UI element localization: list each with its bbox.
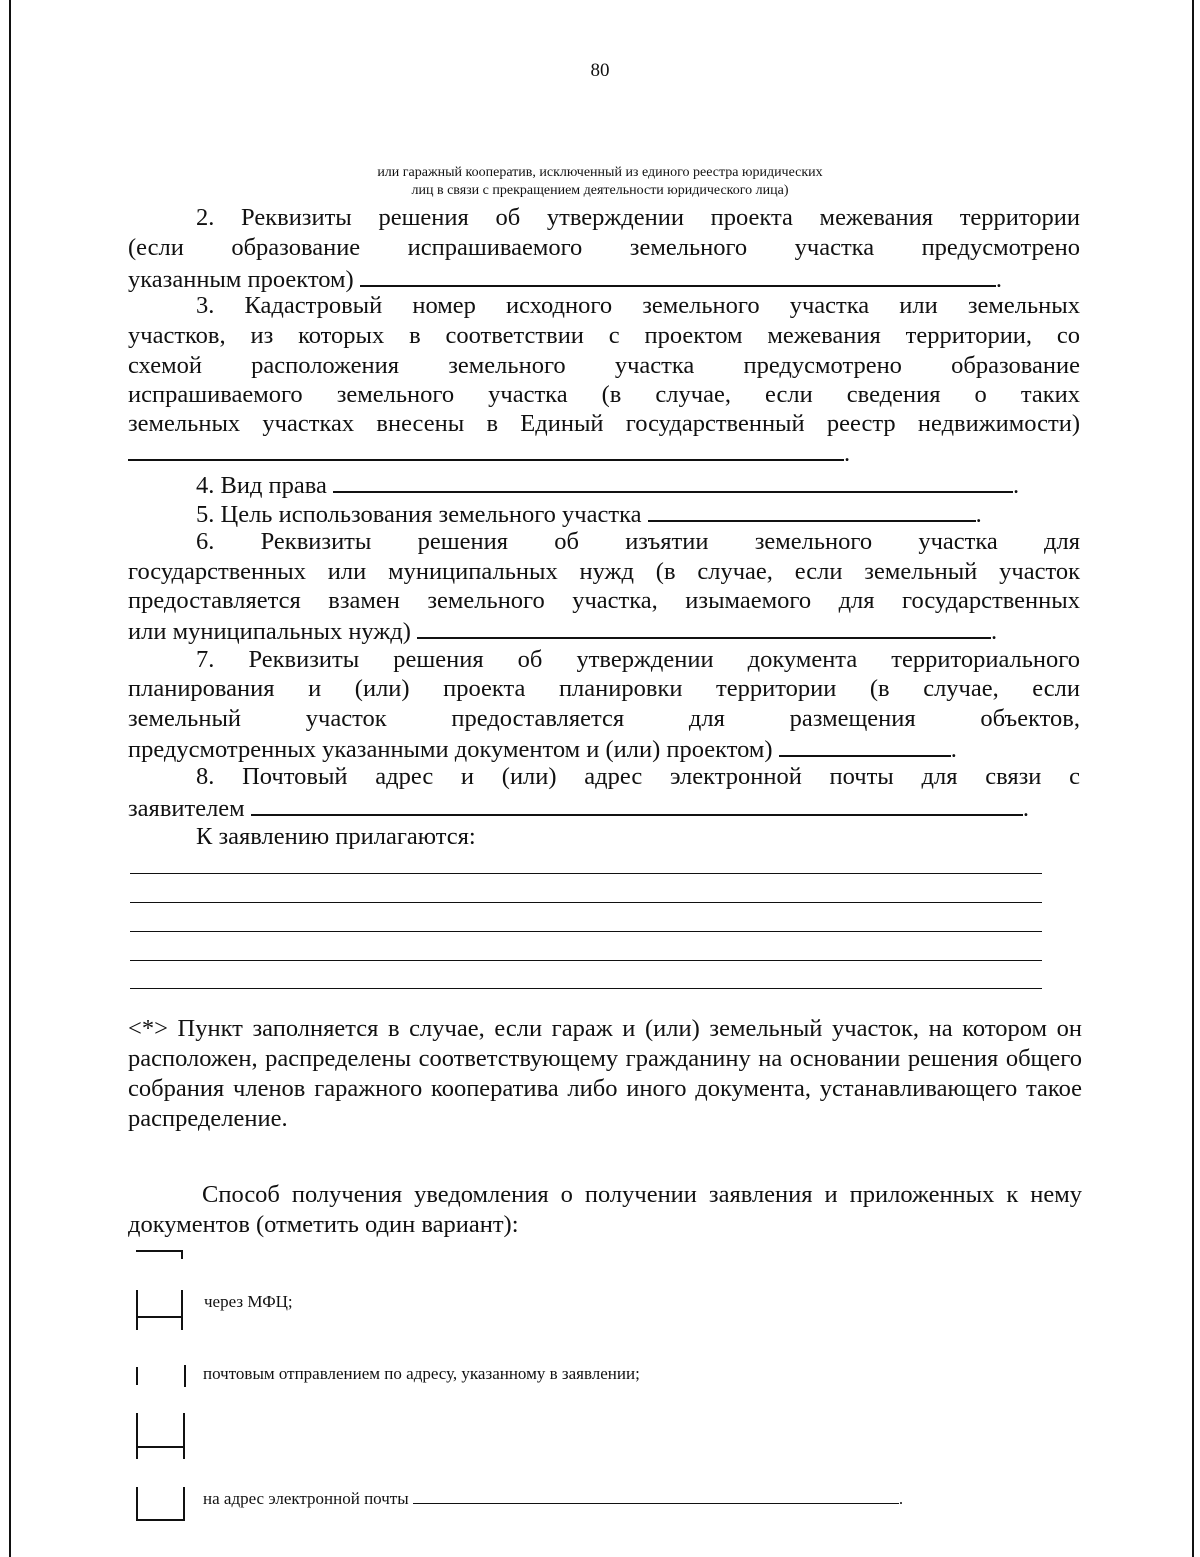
- item6-line4: [128, 615, 997, 647]
- item8-fill-field[interactable]: [251, 792, 1023, 816]
- item8-label: заявителем: [128, 795, 245, 822]
- item3-line3: схемой расположения земельного участка предусмотрено образование: [128, 352, 1080, 379]
- option-email-label: на адрес электронной почты: [203, 1489, 409, 1508]
- item3-period: .: [844, 440, 851, 467]
- attachment-line-2[interactable]: [130, 902, 1042, 903]
- notification-method-title: Способ получения уведомления о получении заявления и приложенных к нему документов (отметить один вариант):: [128, 1181, 1082, 1238]
- item6-line3: предоставляется взамен земельного участка, изымаемого для государственных: [128, 587, 1080, 614]
- item8-period: .: [1022, 795, 1029, 822]
- item8-line2: [128, 792, 1029, 824]
- item2-label: указанным проектом): [128, 266, 354, 293]
- item6-fill-field[interactable]: [417, 615, 991, 639]
- item3-line4: испрашиваемого земельного участка (в случае, если сведения о таких: [128, 381, 1080, 408]
- item2-line1: 2. Реквизиты решения об утверждении проекта межевания территории: [196, 204, 1080, 231]
- item3-fill-field[interactable]: [128, 437, 844, 461]
- item7-line3: земельный участок предоставляется для размещения объектов,: [128, 705, 1080, 732]
- item7-label: предусмотренных указанными документом и (или) проектом): [128, 736, 773, 763]
- item6-line1: 6. Реквизиты решения об изъятии земельного участка для: [196, 528, 1080, 555]
- continuation-line-2: лиц в связи с прекращением деятельности юридического лица): [411, 183, 789, 198]
- page-right-border: [1192, 0, 1194, 1557]
- item7-fill-field[interactable]: [779, 733, 951, 757]
- attachments-label: К заявлению прилагаются:: [196, 823, 476, 850]
- item5-period: .: [975, 501, 982, 528]
- page-number: 80: [590, 60, 610, 81]
- option-post-label: почтовым отправлением по адресу, указанному в заявлении;: [203, 1364, 640, 1383]
- option-email-line: [203, 1488, 903, 1509]
- continuation-line-1: или гаражный кооператив, исключенный из единого реестра юридических: [377, 165, 823, 180]
- item3-line1: 3. Кадастровый номер исходного земельного участка или земельных: [196, 292, 1080, 319]
- email-period: .: [898, 1489, 904, 1508]
- item4-period: .: [1013, 472, 1020, 499]
- item8-line1: 8. Почтовый адрес и (или) адрес электронной почты для связи с: [196, 763, 1080, 790]
- footnote-text: <*> Пункт заполняется в случае, если гараж и (или) земельный участок, на котором он расположен, распределены соответствующему гражданину на основании решения общего собрания членов гаражного кооператива либо иного документа, устанавливающего такое распределение.: [128, 1015, 1082, 1132]
- item3-line2: участков, из которых в соответствии с проектом межевания территории, со: [128, 322, 1080, 349]
- item7-line4: [128, 733, 957, 765]
- item3-line5: земельных участках внесены в Единый государственный реестр недвижимости): [128, 410, 1080, 437]
- item6-period: .: [991, 618, 998, 645]
- item4-line: [196, 469, 1019, 501]
- attachment-line-1[interactable]: [130, 873, 1042, 874]
- page-left-border: [9, 0, 11, 1557]
- item5-fill-field[interactable]: [648, 498, 976, 522]
- item5-line: [196, 498, 982, 530]
- item7-line1: 7. Реквизиты решения об утверждении документа территориального: [196, 646, 1080, 673]
- item7-line2: планирования и (или) проекта планировки территории (в случае, если: [128, 675, 1080, 702]
- option-mfc-label: через МФЦ;: [204, 1292, 293, 1311]
- email-fill-field[interactable]: [413, 1488, 899, 1504]
- item2-fill-field[interactable]: [360, 263, 996, 287]
- attachment-line-5[interactable]: [130, 988, 1042, 989]
- item2-line2: (если образование испрашиваемого земельного участка предусмотрено: [128, 234, 1080, 261]
- item6-line2: государственных или муниципальных нужд (в случае, если земельный участок: [128, 558, 1080, 585]
- item6-label: или муниципальных нужд): [128, 618, 411, 645]
- item2-period: .: [995, 266, 1002, 293]
- item7-period: .: [950, 736, 957, 763]
- item4-fill-field[interactable]: [333, 469, 1013, 493]
- attachment-line-3[interactable]: [130, 931, 1042, 932]
- item3-fill-line: [128, 437, 850, 469]
- item5-label: 5. Цель использования земельного участка: [196, 501, 642, 528]
- item4-label: 4. Вид права: [196, 472, 327, 499]
- attachment-line-4[interactable]: [130, 960, 1042, 961]
